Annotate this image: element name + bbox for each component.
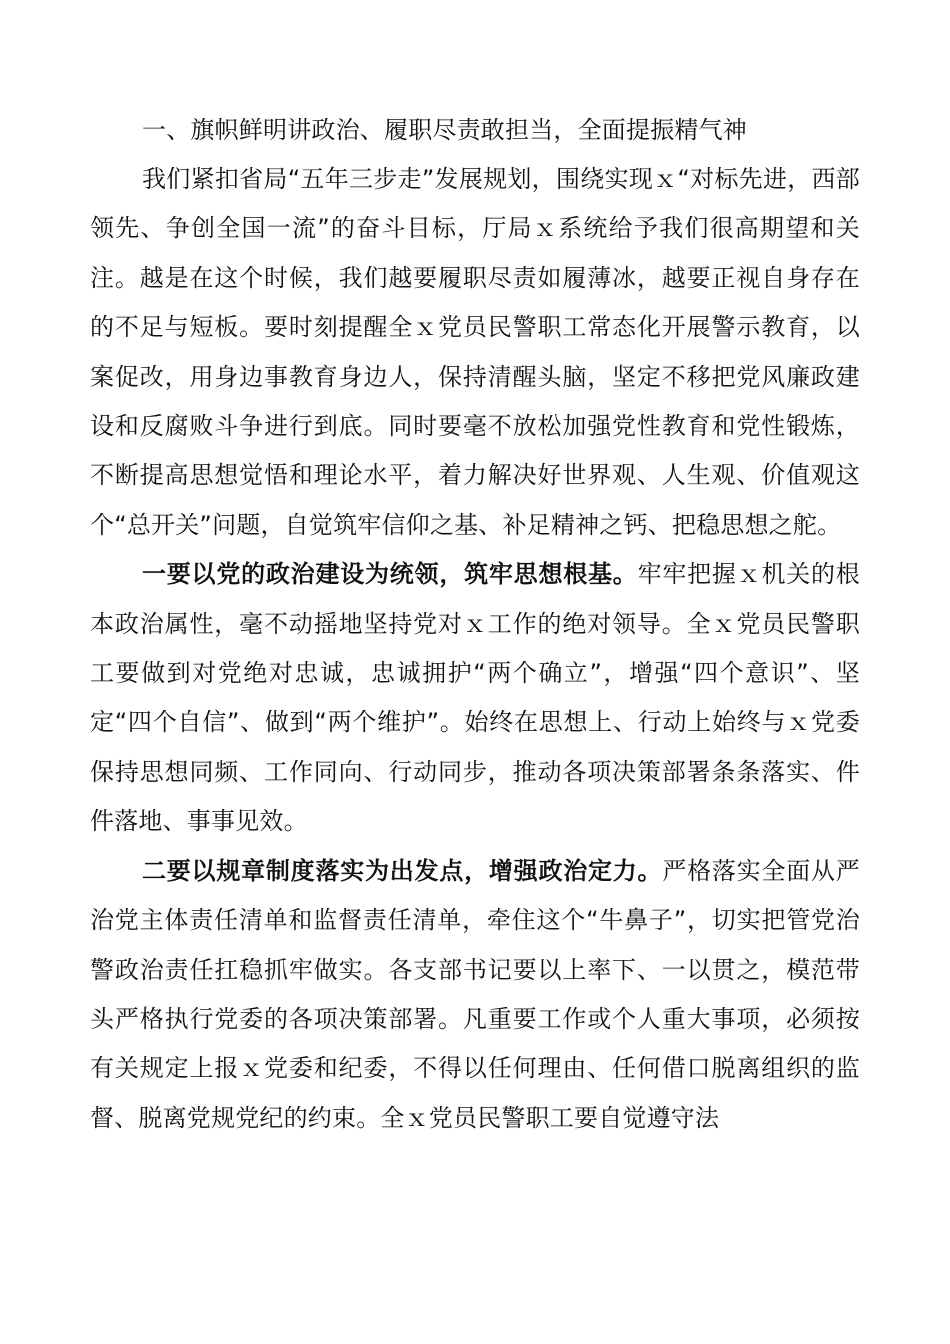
paragraph-3-lead: 二要以规章制度落实为出发点，增强政治定力。 <box>142 856 663 885</box>
paragraph-2-lead: 一要以党的政治建设为统领，筑牢思想根基。 <box>142 560 638 589</box>
paragraph-3 <box>90 847 860 1143</box>
section-heading: 一、旗帜鲜明讲政治、履职尽责敢担当，全面提振精气神 <box>142 116 747 144</box>
paragraph-1 <box>90 155 860 550</box>
document-body <box>90 106 860 1143</box>
paragraph-1-text: 我们紧扣省局“五年三步走”发展规划，围绕实现ｘ“对标先进，西部领先、争创全国一流”的奋斗目标，厅局ｘ系统给予我们很高期望和关注。越是在这个时候，我们越要履职尽责如履薄冰，越要正视自身存在的不足与短板。要时刻提醒全ｘ党员民警职工常态化开展警示教育，以案促改，用身边事教育身边人，保持清醒头脑，坚定不移把党风廉政建设和反腐败斗争进行到底。同时要毫不放松加强党性教育和党性锻炼，不断提高思想觉悟和理论水平，着力解决好世界观、人生观、价值观这个“总开关”问题，自觉筑牢信仰之基、补足精神之钙、把稳思想之舵。 <box>90 165 860 539</box>
paragraph-2 <box>90 550 860 846</box>
paragraph-3-text: 严格落实全面从严治党主体责任清单和监督责任清单，牵住这个“牛鼻子”，切实把管党治警政治责任扛稳抓牢做实。各支部书记要以上率下、一以贯之，模范带头严格执行党委的各项决策部署。凡重要工作或个人重大事项，必须按有关规定上报ｘ党委和纪委，不得以任何理由、任何借口脱离组织的监督、脱离党规党纪的约束。全ｘ党员民警职工要自觉遵守法 <box>90 856 860 1132</box>
paragraph-2-text: 牢牢把握ｘ机关的根本政治属性，毫不动摇地坚持党对ｘ工作的绝对领导。全ｘ党员民警职工要做到对党绝对忠诚，忠诚拥护“两个确立”，增强“四个意识”、坚定“四个自信”、做到“两个维护”。始终在思想上、行动上始终与ｘ党委保持思想同频、工作同向、行动同步，推动各项决策部署条条落实、件件落地、事事见效。 <box>90 560 860 836</box>
